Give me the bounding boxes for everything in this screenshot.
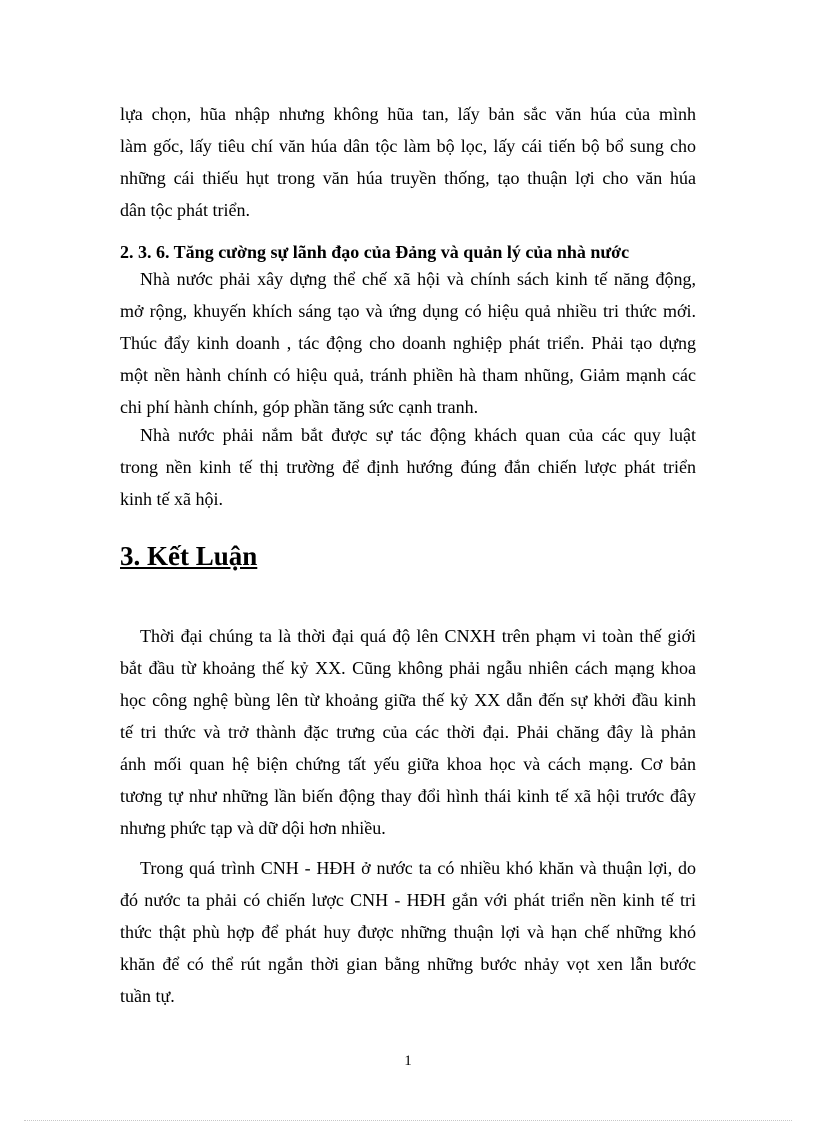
text-line: lựa chọn, hũa nhập nhưng không hũa tan, lấy bản sắc văn húa của mình — [120, 104, 696, 124]
text-line: tế tri thức và trở thành đặc trưng của các thời đại. Phải chăng đây là phản — [120, 722, 696, 742]
page-bottom-divider — [24, 1120, 792, 1121]
paragraph-state-institutions — [120, 263, 696, 423]
text-line: khăn để có thể rút ngắn thời gian bằng những bước nhảy vọt xen lẫn bước — [120, 954, 696, 974]
text-line: Nhà nước phải xây dựng thể chế xã hội và chính sách kinh tế năng động, — [140, 269, 696, 289]
text-line: một nền hành chính có hiệu quả, tránh phiền hà tham nhũng, Giảm mạnh các — [120, 365, 696, 385]
text-line: Nhà nước phải nắm bắt được sự tác động khách quan của các quy luật — [140, 425, 696, 445]
conclusion-heading: 3. Kết Luận — [120, 541, 258, 571]
paragraph-era-transition — [120, 620, 696, 844]
text-line: những cái thiếu hụt trong văn húa truyền thống, tạo thuận lợi cho văn húa — [120, 168, 696, 188]
text-line: Thúc đẩy kinh doanh , tác động cho doanh nghiệp phát triển. Phải tạo dựng — [120, 333, 696, 353]
text-line: Trong quá trình CNH - HĐH ở nước ta có nhiều khó khăn và thuận lợi, do — [140, 858, 696, 878]
text-line: trong nền kinh tế thị trường để định hướng đúng đắn chiến lược phát triển — [120, 457, 696, 477]
text-line: dân tộc phát triển. — [120, 200, 250, 220]
text-line: nhưng phức tạp và dữ dội hơn nhiều. — [120, 818, 386, 838]
text-line: chi phí hành chính, góp phần tăng sức cạnh tranh. — [120, 397, 479, 417]
paragraph-cultural-identity — [120, 98, 696, 226]
text-line: bắt đầu từ khoảng thế kỷ XX. Cũng không phải ngẫu nhiên cách mạng khoa — [120, 658, 696, 678]
section-heading-2-3-6: 2. 3. 6. Tăng cường sự lãnh đạo của Đảng và quản lý của nhà nước — [120, 242, 630, 262]
text-line: Thời đại chúng ta là thời đại quá độ lên CNXH trên phạm vi toàn thế giới — [140, 626, 696, 646]
text-line: tuần tự. — [120, 986, 175, 1006]
text-line: làm gốc, lấy tiêu chí văn húa dân tộc làm bộ lọc, lấy cái tiến bộ bổ sung cho — [120, 136, 696, 156]
text-line: kinh tế xã hội. — [120, 489, 223, 509]
paragraph-industrialization — [120, 852, 696, 1012]
paragraph-market-laws — [120, 419, 696, 515]
page-number: 1 — [404, 1053, 412, 1069]
text-line: học công nghệ bùng lên từ khoảng giữa thế kỷ XX dẫn đến sự khởi đầu kinh — [120, 690, 696, 710]
text-line: đó nước ta phải có chiến lược CNH - HĐH gắn với phát triển nền kinh tế tri — [120, 890, 696, 910]
text-line: thức thật phù hợp để phát huy được những thuận lợi và hạn chế những khó — [120, 922, 696, 942]
text-line: mở rộng, khuyến khích sáng tạo và ứng dụng có hiệu quả nhiều tri thức mới. — [120, 301, 696, 321]
text-line: tương tự như những lần biến động thay đổi hình thái kinh tế xã hội trước đây — [120, 786, 696, 806]
text-line: ánh mối quan hệ biện chứng tất yếu giữa khoa học và cách mạng. Cơ bản — [120, 754, 696, 774]
